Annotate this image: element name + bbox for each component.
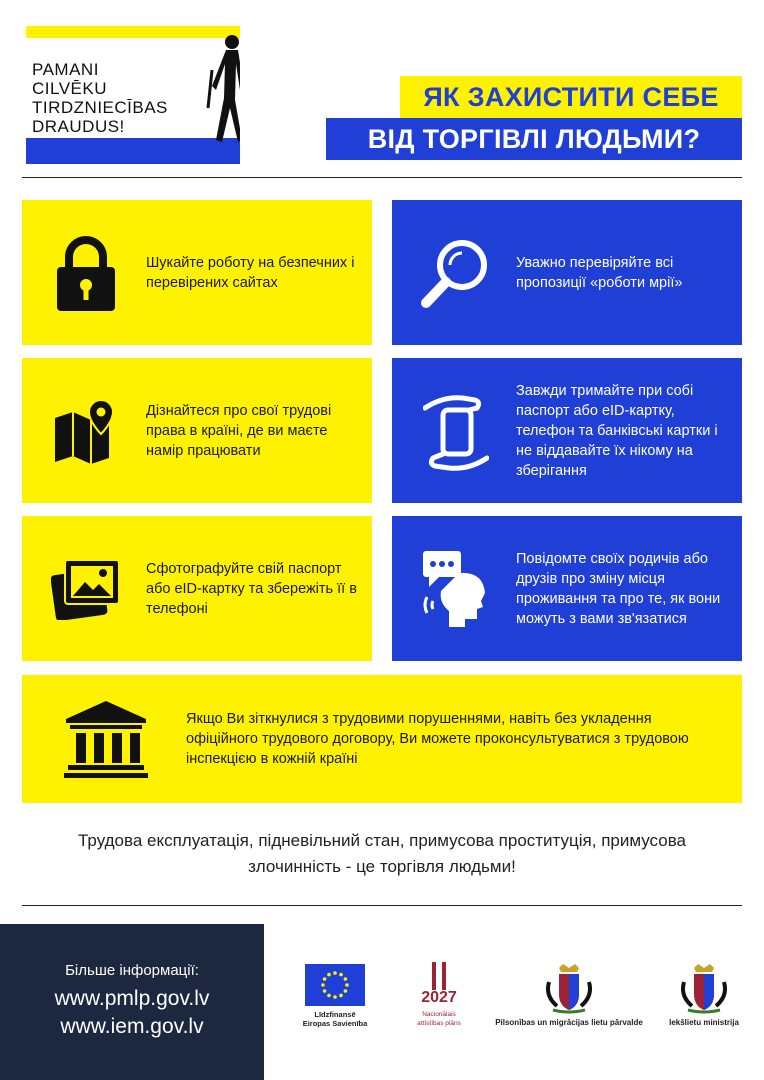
link-pmlp[interactable]: www.pmlp.gov.lv xyxy=(54,987,210,1010)
title-line-2: ВІД ТОРГІВЛІ ЛЮДЬМИ? xyxy=(326,118,742,160)
tip-text: Сфотографуйте свій паспорт або eID-картку та збережіть її в телефоні xyxy=(146,560,357,617)
tip-card-inform-relatives xyxy=(392,516,742,661)
tip-card-photo-passport xyxy=(22,516,372,661)
map-pin-icon xyxy=(42,387,130,475)
campaign-logo xyxy=(26,26,240,164)
eu-flag-icon xyxy=(305,964,365,1006)
coat-of-arms-icon xyxy=(678,962,730,1014)
slogan: Трудова експлуатація, підневільний стан, примусова проституція, примусова злочинність - це торгівля людьми! xyxy=(78,831,686,876)
photos-icon xyxy=(42,545,130,633)
more-info-box xyxy=(0,924,264,1080)
institution-icon xyxy=(56,695,156,783)
chat-head-icon xyxy=(412,545,500,633)
eu-logo: Līdzfinansē Eiropas Savienība xyxy=(298,964,372,1028)
more-info-label: Більше інформації: xyxy=(65,962,199,979)
top-divider xyxy=(22,177,742,178)
title-line-1: ЯК ЗАХИСТИТИ СЕБЕ xyxy=(400,76,742,118)
tip-text: Завжди тримайте при собі паспорт або eID-картку, телефон та банківські картки і не віддавайте їх нікому на зберігання xyxy=(516,382,718,479)
magnifier-icon xyxy=(412,229,500,317)
tip-card-keep-documents xyxy=(392,358,742,503)
tip-card-dream-jobs xyxy=(392,200,742,345)
hands-phone-icon xyxy=(412,387,500,475)
tip-card-labour-rights xyxy=(22,358,372,503)
tip-text: Дізнайтеся про свої трудові права в країні, де ви маєте намір працювати xyxy=(146,402,332,459)
silhouette-figure-icon xyxy=(198,30,240,164)
tip-text: Якщо Ви зіткнулися з трудовими порушеннями, навіть без укладення офіційного трудового договору, Ви можете проконсультуватися з трудовою інспекцією в кожній країні xyxy=(186,711,689,767)
coat-of-arms-icon xyxy=(543,962,595,1014)
bottom-divider xyxy=(22,905,742,906)
pmlp-logo: Pilsonības un migrācijas lietu pārvalde xyxy=(494,962,644,1027)
tip-card-labour-inspection xyxy=(22,675,742,803)
padlock-icon xyxy=(42,229,130,317)
national-plan-logo: 2027 Nacionālais attīstības plāns xyxy=(404,960,474,1028)
tip-card-safe-sites xyxy=(22,200,372,345)
tip-text: Уважно перевіряйте всі пропозиції «роботи мрії» xyxy=(516,254,683,291)
iem-logo: Iekšlietu ministrija xyxy=(664,962,744,1027)
tip-text: Шукайте роботу на безпечних і перевірених сайтах xyxy=(146,254,355,291)
tip-text: Повідомте своїх родичів або друзів про зміну місця проживання та про те, як вони можуть з вами зв'язатися xyxy=(516,550,721,627)
plan-mark-icon xyxy=(424,960,454,990)
link-iem[interactable]: www.iem.gov.lv xyxy=(60,1015,204,1038)
logo-text: PAMANI CILVĒKU TIRDZNIECĪBAS DRAUDUS! xyxy=(32,60,168,136)
